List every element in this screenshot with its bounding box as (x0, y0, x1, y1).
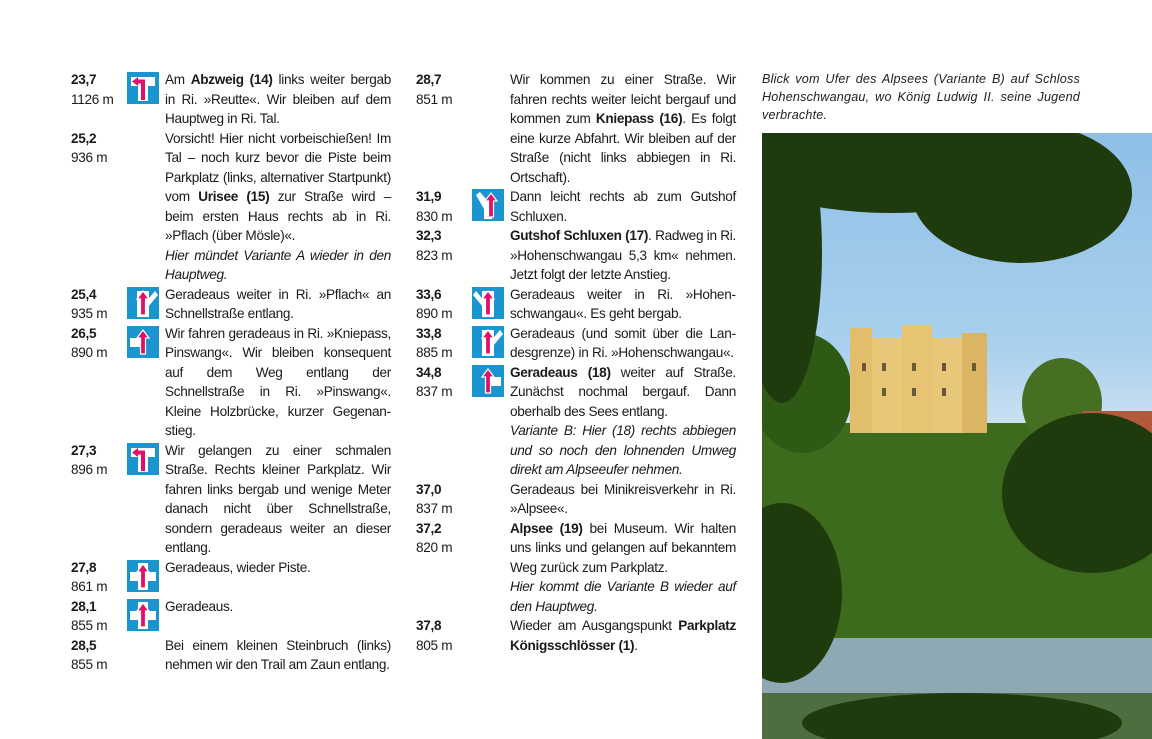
altitude: 820 m (416, 540, 453, 555)
distance-km: 28,5 (71, 637, 97, 653)
route-entry (416, 285, 746, 324)
distance-km: 33,8 (416, 325, 442, 341)
waypoint-name: Abzweig (14) (190, 72, 273, 87)
description-text: Wir fahren geradeaus in Ri. »Kniepass, Pinswang«. Wir bleiben konsequent auf dem Weg entlang der Schnellstraße in Ri. »Pinswang«. Kleine Holzbrücke, kurzer Gegenanstieg. (165, 325, 391, 438)
route-entry (416, 363, 746, 480)
route-entry (71, 558, 401, 597)
waypoint-name: Gutshof Schluxen (17) (510, 228, 649, 243)
straight-branch-right-icon (127, 287, 159, 319)
route-meta (416, 285, 472, 324)
t-junction-left-icon (127, 72, 159, 104)
description-text: Geradeaus. (165, 598, 234, 614)
route-description (165, 70, 391, 129)
route-meta (71, 70, 127, 129)
description-text: . Es folgt eine kurze Abfahrt. Wir bleiben auf der Straße (nicht links abbiegen in Ri. Ortschaft). (510, 111, 737, 185)
photo-caption: Blick vom Ufer des Alpsees (Variante B) auf Schloss Hohenschwangau, wo König Ludwig II. seine Jugend verbrachte. (762, 72, 1080, 122)
crossroad-straight-icon (127, 560, 159, 592)
description-text: Am (165, 72, 191, 87)
route-entry (416, 480, 746, 519)
distance-km: 28,7 (416, 72, 442, 87)
altitude: 890 m (71, 345, 108, 360)
straight-branch-left-icon (472, 287, 504, 319)
route-entry (416, 324, 746, 363)
distance-km: 25,4 (71, 286, 97, 302)
variant-note: Hier kommt die Variante B wieder auf den Hauptweg. (510, 579, 736, 614)
description-text: Wir kommen zu einer Straße. Wir fahren rechts weiter leicht bergauf und kommen zum (510, 72, 736, 126)
route-meta (416, 324, 472, 363)
distance-km: 31,9 (416, 189, 442, 204)
altitude: 1126 m (71, 91, 114, 107)
route-column-left (71, 70, 401, 675)
description-text: links weiter bergab in Ri. »Reutte«. Wir bleiben auf dem Hauptweg in Ri. Tal. (165, 72, 391, 126)
route-description (510, 480, 736, 519)
straight-side-left-icon (127, 326, 159, 358)
waypoint-name: Parkplatz Königsschlösser (1) (510, 618, 736, 653)
route-entry (71, 70, 401, 129)
route-meta (416, 70, 472, 187)
route-entry (416, 187, 746, 226)
route-entry (71, 129, 401, 285)
altitude: 855 m (71, 657, 108, 672)
description-text: Wieder am Ausgangspunkt (510, 618, 679, 633)
route-description (510, 187, 736, 226)
distance-km: 34,8 (416, 364, 442, 380)
description-text: zur Straße wird – beim ersten Haus rechts ab in Ri. »Pflach (über Mösle)«. (165, 189, 391, 243)
castle-photo-illustration (762, 133, 1152, 739)
route-entry (416, 226, 746, 285)
altitude: 935 m (71, 306, 108, 321)
description-text: Wir gelangen zu einer schmalen Straße. Rechts kleiner Parkplatz. Wir fahren links bergab und wenige Meter danach nicht über Schnellstraße, sondern geradeaus weiter an dieser entlang. (165, 442, 391, 555)
route-meta (71, 636, 127, 675)
route-description (165, 285, 391, 324)
description-text: Geradeaus weiter in Ri. »Pflach« an Schnellstraße entlang. (165, 286, 391, 321)
altitude: 890 m (416, 306, 453, 321)
route-entry (71, 636, 401, 675)
altitude: 830 m (416, 208, 453, 224)
variant-note: Variante B: Hier (18) rechts abbiegen und so noch den lohnenden Umweg direkt am Alpseeufer nehmen. (510, 423, 736, 477)
route-description (165, 597, 391, 636)
altitude: 885 m (416, 345, 453, 360)
route-description (165, 636, 391, 675)
route-meta (416, 226, 472, 285)
distance-km: 37,8 (416, 618, 442, 633)
distance-km: 27,8 (71, 559, 97, 575)
distance-km: 28,1 (71, 598, 97, 614)
description-text: bei Museum. Wir halten uns links und gelangen auf bekanntem Weg zurück zum Parkplatz. (510, 520, 736, 575)
route-entry (416, 70, 746, 187)
t-junction-left-icon (127, 443, 159, 475)
description-text: Geradeaus (und somit über die Landesgrenze) in Ri. »Hohenschwangau«. (510, 325, 736, 360)
route-meta (416, 616, 472, 655)
route-meta (71, 129, 127, 285)
route-entry (71, 441, 401, 558)
route-meta (416, 363, 472, 480)
route-description (165, 441, 391, 558)
distance-km: 33,6 (416, 286, 442, 302)
distance-km: 23,7 (71, 72, 97, 87)
altitude: 837 m (416, 501, 453, 516)
route-entry (416, 519, 746, 617)
route-description (165, 558, 391, 597)
route-meta (71, 597, 127, 636)
description-text: Geradeaus bei Minikreisverkehr in Ri. »Alpsee«. (510, 481, 736, 516)
altitude: 851 m (416, 91, 453, 107)
route-meta (71, 558, 127, 597)
route-entry (416, 616, 746, 655)
description-text: Bei einem kleinen Steinbruch (links) nehmen wir den Trail am Zaun entlang. (165, 637, 391, 672)
route-entry (71, 597, 401, 636)
altitude: 837 m (416, 384, 453, 399)
route-column-middle (416, 70, 746, 655)
altitude: 896 m (71, 462, 108, 477)
distance-km: 26,5 (71, 325, 97, 341)
route-meta (416, 519, 472, 617)
straight-branch-right-icon (472, 326, 504, 358)
description-text: Dann leicht rechts ab zum Gutshof Schluxen. (510, 189, 736, 224)
crossroad-straight-icon (127, 599, 159, 631)
description-text: Geradeaus, wieder Piste. (165, 559, 311, 575)
altitude: 805 m (416, 637, 453, 653)
bear-right-icon (472, 189, 504, 221)
route-description (165, 129, 391, 285)
description-text: . Radweg in Ri. »Hohenschwangau 5,3 km« nehmen. Jetzt folgt der letzte Anstieg. (510, 228, 736, 282)
waypoint-name: Urisee (15) (198, 189, 270, 204)
distance-km: 37,0 (416, 481, 442, 497)
altitude: 823 m (416, 247, 453, 263)
castle-photo (762, 133, 1152, 739)
distance-km: 37,2 (416, 520, 442, 536)
altitude: 936 m (71, 150, 108, 165)
altitude: 855 m (71, 618, 108, 633)
description-text: Geradeaus weiter in Ri. »Hohenschwangau«. Es geht bergab. (510, 286, 736, 321)
route-description (510, 285, 736, 324)
route-entry (71, 285, 401, 324)
route-description (510, 616, 736, 655)
route-description (510, 324, 736, 363)
route-meta (416, 187, 472, 226)
altitude: 861 m (71, 579, 108, 594)
route-meta (71, 324, 127, 441)
route-description (510, 363, 736, 480)
route-meta (71, 285, 127, 324)
route-description (510, 70, 736, 187)
route-description (510, 519, 736, 617)
waypoint-name: Alpsee (19) (510, 520, 583, 536)
waypoint-name: Kniepass (16) (595, 111, 683, 126)
description-text: . (634, 637, 638, 653)
route-entry (71, 324, 401, 441)
description-text: Vorsicht! Hier nicht vorbeischießen! Im Tal – noch kurz bevor die Piste beim Parkplatz (links, alternativer Startpunkt) vom (165, 130, 391, 204)
description-text: weiter auf Straße. Zunächst nochmal bergauf. Dann oberhalb des Sees entlang. (510, 364, 736, 419)
distance-km: 32,3 (416, 228, 442, 243)
route-meta (416, 480, 472, 519)
waypoint-name: Geradeaus (18) (510, 364, 611, 380)
route-description (510, 226, 736, 285)
distance-km: 27,3 (71, 442, 97, 458)
variant-note: Hier mündet Variante A wieder in den Hauptweg. (165, 247, 391, 282)
route-description (165, 324, 391, 441)
straight-side-right-icon (472, 365, 504, 397)
distance-km: 25,2 (71, 130, 97, 146)
route-meta (71, 441, 127, 558)
